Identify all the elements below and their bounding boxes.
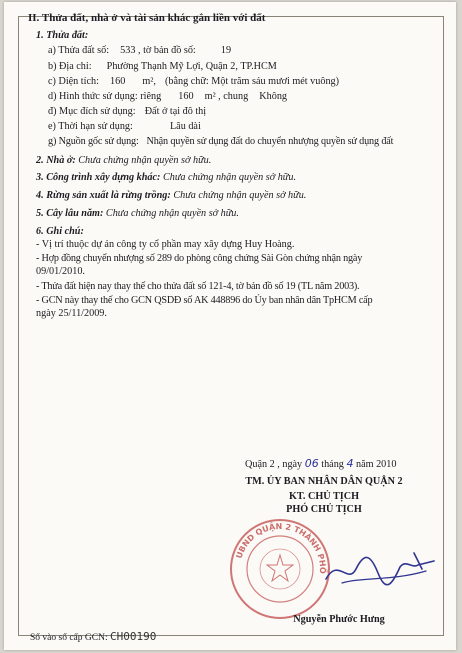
purpose-label: đ) Mục đích sử dụng: (48, 106, 136, 117)
trees-title: 5. Cây lâu năm: (36, 208, 104, 219)
origin-value: Nhận quyền sử dụng đất do chuyển nhượng quyền sử dụng đất (146, 136, 394, 147)
area-row (48, 76, 339, 88)
certificate-page (4, 2, 456, 650)
other-works-row (36, 172, 296, 184)
issue-year: năm 2010 (355, 459, 397, 470)
other-works-value: Chưa chứng nhận quyền sở hữu. (162, 172, 296, 183)
issue-place: Quận 2 , ngày (245, 459, 303, 470)
notes-title: 6. Ghi chú: (36, 226, 84, 237)
trees-value: Chưa chứng nhận quyền sở hữu. (105, 208, 239, 219)
usage-form-shared: Không (259, 91, 288, 102)
role-line-2: PHÓ CHỦ TỊCH (286, 504, 362, 515)
address-row (48, 61, 277, 73)
usage-form-label: d) Hình thức sử dụng: riêng (48, 91, 162, 102)
parcel-label: a) Thửa đất số: (48, 45, 110, 56)
issuing-authority: TM. ỦY BAN NHÂN DÂN QUẬN 2 (245, 476, 403, 487)
term-value: Lâu dài (169, 121, 201, 132)
seal-text: UBND QUẬN 2 THÀNH PHỐ (234, 521, 328, 574)
official-seal (228, 517, 332, 621)
trees-row (36, 208, 239, 220)
other-works-title: 3. Công trình xây dựng khác: (36, 172, 161, 183)
note-line: ngày 25/11/2009. (36, 308, 107, 319)
house-title: 2. Nhà ở: (36, 155, 76, 166)
issue-month: 4 (346, 457, 354, 470)
area-words: (bằng chữ: Một trăm sáu mươi mét vuông) (165, 76, 340, 87)
forest-title: 4. Rừng sản xuất là rừng trồng: (36, 190, 171, 201)
issue-day: 06 (304, 457, 319, 470)
area-label: c) Diện tích: (48, 76, 99, 87)
svg-text:UBND QUẬN 2 THÀNH PHỐ (235, 521, 331, 574)
house-value: Chưa chứng nhận quyền sở hữu. (78, 155, 212, 166)
note-line: - Thửa đất hiện nay thay thế cho thửa đất số 121-4, tờ bản đồ số 19 (TL năm 2003). (36, 281, 360, 292)
term-label: e) Thời hạn sử dụng: (48, 121, 133, 132)
parcel-sep: , tờ bản đồ số: (138, 45, 196, 56)
usage-form-value: 160 (178, 91, 194, 102)
usage-form-unit: m² , chung (204, 91, 249, 102)
signer-name: Nguyễn Phước Hưng (293, 614, 385, 625)
purpose-row (48, 106, 206, 118)
issue-month-label: tháng (321, 459, 344, 470)
register-code: CH00190 (109, 630, 157, 643)
issue-date (245, 458, 396, 471)
forest-value: Chưa chứng nhận quyền sở hữu. (173, 190, 307, 201)
origin-label: g) Nguồn gốc sử dụng: (48, 136, 139, 147)
area-value: 160 (110, 76, 126, 87)
note-line: - Hợp đồng chuyển nhượng số 289 do phòng công chứng Sài Gòn chứng nhận ngày (36, 253, 363, 264)
note-line: - Vị trí thuộc dự án công ty cổ phần may xây dựng Huy Hoàng. (36, 239, 295, 250)
area-unit: m², (142, 76, 156, 87)
usage-form-row (48, 91, 287, 103)
map-number: 19 (220, 45, 232, 56)
forest-row (36, 190, 306, 202)
address-value: Phường Thạnh Mỹ Lợi, Quận 2, TP.HCM (106, 61, 277, 72)
purpose-value: Đất ở tại đô thị (144, 106, 207, 117)
note-line: - GCN này thay thế cho GCN QSDĐ số AK 448896 do Ủy ban nhân dân TpHCM cấp (36, 295, 373, 306)
land-title: 1. Thửa đất: (36, 30, 89, 41)
register-label: Số vào sổ cấp GCN: (30, 633, 108, 643)
origin-row (48, 136, 393, 148)
term-row (48, 121, 201, 133)
house-row (36, 155, 211, 167)
parcel-number: 533 (120, 45, 136, 56)
register-entry (30, 631, 156, 644)
address-label: b) Địa chỉ: (48, 61, 92, 72)
section-heading: II. Thửa đất, nhà ở và tài sản khác gắn liền với đất (28, 12, 266, 24)
signature (322, 539, 442, 595)
note-line: 09/01/2010. (36, 266, 85, 277)
land-parcel-row (48, 45, 231, 57)
role-line-1: KT. CHỦ TỊCH (288, 491, 360, 502)
